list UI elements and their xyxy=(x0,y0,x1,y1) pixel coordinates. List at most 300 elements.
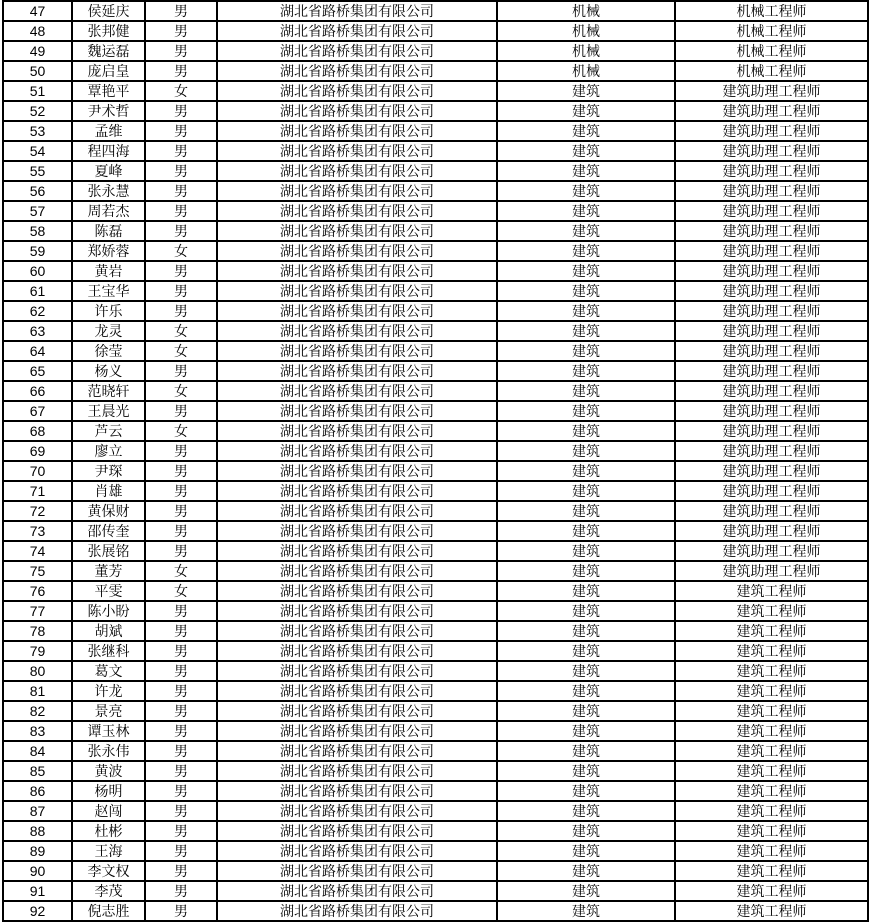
cell-professional-title[interactable]: 建筑助理工程师 xyxy=(675,401,868,421)
cell-person-name[interactable]: 庞启皇 xyxy=(72,61,145,81)
cell-professional-title[interactable]: 建筑助理工程师 xyxy=(675,181,868,201)
cell-person-name[interactable]: 谭玉林 xyxy=(72,721,145,741)
cell-person-name[interactable]: 陈小盼 xyxy=(72,601,145,621)
cell-row-number[interactable]: 68 xyxy=(3,421,72,441)
cell-professional-title[interactable]: 建筑助理工程师 xyxy=(675,261,868,281)
cell-gender[interactable]: 男 xyxy=(145,701,217,721)
cell-person-name[interactable]: 王海 xyxy=(72,841,145,861)
cell-specialty[interactable]: 建筑 xyxy=(497,681,675,701)
cell-row-number[interactable]: 57 xyxy=(3,201,72,221)
cell-company[interactable]: 湖北省路桥集团有限公司 xyxy=(217,441,497,461)
cell-specialty[interactable]: 建筑 xyxy=(497,601,675,621)
cell-person-name[interactable]: 倪志胜 xyxy=(72,901,145,921)
cell-company[interactable]: 湖北省路桥集团有限公司 xyxy=(217,461,497,481)
cell-row-number[interactable]: 69 xyxy=(3,441,72,461)
cell-professional-title[interactable]: 建筑助理工程师 xyxy=(675,461,868,481)
cell-row-number[interactable]: 65 xyxy=(3,361,72,381)
cell-professional-title[interactable]: 建筑助理工程师 xyxy=(675,361,868,381)
cell-gender[interactable]: 女 xyxy=(145,381,217,401)
cell-specialty[interactable]: 建筑 xyxy=(497,861,675,881)
cell-gender[interactable]: 男 xyxy=(145,681,217,701)
cell-professional-title[interactable]: 建筑工程师 xyxy=(675,741,868,761)
cell-person-name[interactable]: 黄保财 xyxy=(72,501,145,521)
cell-specialty[interactable]: 建筑 xyxy=(497,381,675,401)
cell-row-number[interactable]: 61 xyxy=(3,281,72,301)
cell-gender[interactable]: 女 xyxy=(145,421,217,441)
cell-company[interactable]: 湖北省路桥集团有限公司 xyxy=(217,821,497,841)
cell-professional-title[interactable]: 建筑工程师 xyxy=(675,661,868,681)
cell-gender[interactable]: 男 xyxy=(145,841,217,861)
cell-person-name[interactable]: 郑娇蓉 xyxy=(72,241,145,261)
cell-professional-title[interactable]: 建筑助理工程师 xyxy=(675,561,868,581)
cell-gender[interactable]: 男 xyxy=(145,601,217,621)
cell-professional-title[interactable]: 建筑工程师 xyxy=(675,841,868,861)
cell-person-name[interactable]: 赵闯 xyxy=(72,801,145,821)
cell-specialty[interactable]: 机械 xyxy=(497,21,675,41)
cell-professional-title[interactable]: 建筑工程师 xyxy=(675,901,868,921)
cell-person-name[interactable]: 周若杰 xyxy=(72,201,145,221)
cell-gender[interactable]: 男 xyxy=(145,461,217,481)
cell-company[interactable]: 湖北省路桥集团有限公司 xyxy=(217,381,497,401)
cell-person-name[interactable]: 景亮 xyxy=(72,701,145,721)
cell-row-number[interactable]: 84 xyxy=(3,741,72,761)
cell-company[interactable]: 湖北省路桥集团有限公司 xyxy=(217,221,497,241)
cell-row-number[interactable]: 82 xyxy=(3,701,72,721)
cell-row-number[interactable]: 51 xyxy=(3,81,72,101)
cell-row-number[interactable]: 53 xyxy=(3,121,72,141)
cell-specialty[interactable]: 建筑 xyxy=(497,421,675,441)
cell-row-number[interactable]: 71 xyxy=(3,481,72,501)
cell-professional-title[interactable]: 建筑工程师 xyxy=(675,801,868,821)
cell-specialty[interactable]: 建筑 xyxy=(497,501,675,521)
cell-specialty[interactable]: 建筑 xyxy=(497,841,675,861)
cell-company[interactable]: 湖北省路桥集团有限公司 xyxy=(217,181,497,201)
cell-person-name[interactable]: 董芳 xyxy=(72,561,145,581)
cell-person-name[interactable]: 尹琛 xyxy=(72,461,145,481)
cell-row-number[interactable]: 92 xyxy=(3,901,72,921)
cell-person-name[interactable]: 孟维 xyxy=(72,121,145,141)
table-row xyxy=(3,781,868,801)
cell-specialty[interactable]: 建筑 xyxy=(497,661,675,681)
cell-row-number[interactable]: 83 xyxy=(3,721,72,741)
cell-company[interactable]: 湖北省路桥集团有限公司 xyxy=(217,801,497,821)
cell-specialty[interactable]: 建筑 xyxy=(497,301,675,321)
cell-gender[interactable]: 男 xyxy=(145,1,217,21)
table-row xyxy=(3,201,868,221)
cell-company[interactable]: 湖北省路桥集团有限公司 xyxy=(217,201,497,221)
cell-specialty[interactable]: 建筑 xyxy=(497,261,675,281)
cell-professional-title[interactable]: 建筑工程师 xyxy=(675,601,868,621)
cell-company[interactable]: 湖北省路桥集团有限公司 xyxy=(217,121,497,141)
cell-specialty[interactable]: 建筑 xyxy=(497,901,675,921)
cell-specialty[interactable]: 建筑 xyxy=(497,441,675,461)
cell-company[interactable]: 湖北省路桥集团有限公司 xyxy=(217,241,497,261)
cell-row-number[interactable]: 59 xyxy=(3,241,72,261)
cell-gender[interactable]: 男 xyxy=(145,661,217,681)
cell-gender[interactable]: 男 xyxy=(145,741,217,761)
cell-company[interactable]: 湖北省路桥集团有限公司 xyxy=(217,681,497,701)
cell-specialty[interactable]: 建筑 xyxy=(497,821,675,841)
cell-person-name[interactable]: 许乐 xyxy=(72,301,145,321)
table-row xyxy=(3,641,868,661)
cell-company[interactable]: 湖北省路桥集团有限公司 xyxy=(217,401,497,421)
cell-company[interactable]: 湖北省路桥集团有限公司 xyxy=(217,761,497,781)
cell-gender[interactable]: 男 xyxy=(145,401,217,421)
cell-gender[interactable]: 男 xyxy=(145,41,217,61)
table-row xyxy=(3,461,868,481)
cell-gender[interactable]: 男 xyxy=(145,541,217,561)
cell-specialty[interactable]: 建筑 xyxy=(497,561,675,581)
cell-person-name[interactable]: 黄波 xyxy=(72,761,145,781)
cell-row-number[interactable]: 73 xyxy=(3,521,72,541)
table-row xyxy=(3,101,868,121)
cell-specialty[interactable]: 建筑 xyxy=(497,161,675,181)
cell-person-name[interactable]: 张展铭 xyxy=(72,541,145,561)
cell-specialty[interactable]: 建筑 xyxy=(497,521,675,541)
cell-person-name[interactable]: 龙灵 xyxy=(72,321,145,341)
cell-company[interactable]: 湖北省路桥集团有限公司 xyxy=(217,261,497,281)
cell-person-name[interactable]: 胡斌 xyxy=(72,621,145,641)
cell-company[interactable]: 湖北省路桥集团有限公司 xyxy=(217,141,497,161)
cell-company[interactable]: 湖北省路桥集团有限公司 xyxy=(217,861,497,881)
cell-professional-title[interactable]: 建筑工程师 xyxy=(675,761,868,781)
cell-professional-title[interactable]: 建筑工程师 xyxy=(675,821,868,841)
table-row xyxy=(3,721,868,741)
cell-professional-title[interactable]: 建筑工程师 xyxy=(675,641,868,661)
cell-professional-title[interactable]: 建筑助理工程师 xyxy=(675,161,868,181)
cell-gender[interactable]: 男 xyxy=(145,781,217,801)
cell-row-number[interactable]: 76 xyxy=(3,581,72,601)
cell-gender[interactable]: 男 xyxy=(145,881,217,901)
cell-company[interactable]: 湖北省路桥集团有限公司 xyxy=(217,101,497,121)
cell-gender[interactable]: 男 xyxy=(145,501,217,521)
cell-company[interactable]: 湖北省路桥集团有限公司 xyxy=(217,881,497,901)
cell-professional-title[interactable]: 建筑助理工程师 xyxy=(675,81,868,101)
cell-professional-title[interactable]: 建筑助理工程师 xyxy=(675,121,868,141)
cell-person-name[interactable]: 杨明 xyxy=(72,781,145,801)
cell-specialty[interactable]: 建筑 xyxy=(497,281,675,301)
cell-specialty[interactable]: 建筑 xyxy=(497,481,675,501)
cell-professional-title[interactable]: 建筑助理工程师 xyxy=(675,221,868,241)
cell-company[interactable]: 湖北省路桥集团有限公司 xyxy=(217,21,497,41)
cell-person-name[interactable]: 王宝华 xyxy=(72,281,145,301)
cell-gender[interactable]: 男 xyxy=(145,221,217,241)
cell-company[interactable]: 湖北省路桥集团有限公司 xyxy=(217,621,497,641)
cell-person-name[interactable]: 杜彬 xyxy=(72,821,145,841)
cell-professional-title[interactable]: 建筑助理工程师 xyxy=(675,321,868,341)
cell-specialty[interactable]: 建筑 xyxy=(497,141,675,161)
cell-gender[interactable]: 男 xyxy=(145,441,217,461)
cell-row-number[interactable]: 58 xyxy=(3,221,72,241)
cell-gender[interactable]: 男 xyxy=(145,521,217,541)
table-row xyxy=(3,301,868,321)
cell-professional-title[interactable]: 建筑助理工程师 xyxy=(675,341,868,361)
cell-person-name[interactable]: 平雯 xyxy=(72,581,145,601)
cell-row-number[interactable]: 81 xyxy=(3,681,72,701)
cell-professional-title[interactable]: 机械工程师 xyxy=(675,41,868,61)
table-row xyxy=(3,261,868,281)
cell-gender[interactable]: 男 xyxy=(145,801,217,821)
cell-company[interactable]: 湖北省路桥集团有限公司 xyxy=(217,661,497,681)
cell-specialty[interactable]: 建筑 xyxy=(497,541,675,561)
cell-company[interactable]: 湖北省路桥集团有限公司 xyxy=(217,521,497,541)
cell-company[interactable]: 湖北省路桥集团有限公司 xyxy=(217,641,497,661)
cell-person-name[interactable]: 王晨光 xyxy=(72,401,145,421)
cell-specialty[interactable]: 建筑 xyxy=(497,121,675,141)
cell-gender[interactable]: 女 xyxy=(145,581,217,601)
cell-person-name[interactable]: 芦云 xyxy=(72,421,145,441)
cell-professional-title[interactable]: 建筑助理工程师 xyxy=(675,201,868,221)
cell-row-number[interactable]: 52 xyxy=(3,101,72,121)
cell-company[interactable]: 湖北省路桥集团有限公司 xyxy=(217,741,497,761)
cell-specialty[interactable]: 建筑 xyxy=(497,581,675,601)
cell-gender[interactable]: 男 xyxy=(145,481,217,501)
cell-professional-title[interactable]: 建筑助理工程师 xyxy=(675,521,868,541)
cell-person-name[interactable]: 廖立 xyxy=(72,441,145,461)
table-row xyxy=(3,1,868,21)
cell-row-number[interactable]: 77 xyxy=(3,601,72,621)
table-row xyxy=(3,761,868,781)
cell-person-name[interactable]: 李茂 xyxy=(72,881,145,901)
cell-row-number[interactable]: 75 xyxy=(3,561,72,581)
cell-specialty[interactable]: 建筑 xyxy=(497,881,675,901)
cell-professional-title[interactable]: 建筑工程师 xyxy=(675,881,868,901)
cell-gender[interactable]: 男 xyxy=(145,141,217,161)
table-row xyxy=(3,381,868,401)
cell-gender[interactable]: 男 xyxy=(145,61,217,81)
cell-gender[interactable]: 男 xyxy=(145,101,217,121)
cell-company[interactable]: 湖北省路桥集团有限公司 xyxy=(217,361,497,381)
cell-company[interactable]: 湖北省路桥集团有限公司 xyxy=(217,161,497,181)
cell-person-name[interactable]: 黄岩 xyxy=(72,261,145,281)
cell-row-number[interactable]: 64 xyxy=(3,341,72,361)
cell-specialty[interactable]: 建筑 xyxy=(497,221,675,241)
cell-professional-title[interactable]: 建筑工程师 xyxy=(675,701,868,721)
table-row xyxy=(3,741,868,761)
cell-row-number[interactable]: 79 xyxy=(3,641,72,661)
cell-person-name[interactable]: 肖雄 xyxy=(72,481,145,501)
cell-gender[interactable]: 女 xyxy=(145,321,217,341)
cell-specialty[interactable]: 建筑 xyxy=(497,321,675,341)
cell-row-number[interactable]: 54 xyxy=(3,141,72,161)
cell-person-name[interactable]: 张永慧 xyxy=(72,181,145,201)
cell-specialty[interactable]: 建筑 xyxy=(497,621,675,641)
cell-specialty[interactable]: 建筑 xyxy=(497,181,675,201)
cell-professional-title[interactable]: 建筑助理工程师 xyxy=(675,501,868,521)
cell-person-name[interactable]: 范晓轩 xyxy=(72,381,145,401)
cell-gender[interactable]: 男 xyxy=(145,21,217,41)
table-row xyxy=(3,161,868,181)
cell-gender[interactable]: 男 xyxy=(145,201,217,221)
cell-row-number[interactable]: 86 xyxy=(3,781,72,801)
cell-person-name[interactable]: 陈磊 xyxy=(72,221,145,241)
cell-professional-title[interactable]: 建筑助理工程师 xyxy=(675,301,868,321)
cell-row-number[interactable]: 91 xyxy=(3,881,72,901)
cell-gender[interactable]: 女 xyxy=(145,241,217,261)
cell-professional-title[interactable]: 建筑助理工程师 xyxy=(675,101,868,121)
cell-company[interactable]: 湖北省路桥集团有限公司 xyxy=(217,1,497,21)
cell-row-number[interactable]: 60 xyxy=(3,261,72,281)
cell-professional-title[interactable]: 建筑工程师 xyxy=(675,721,868,741)
table-row xyxy=(3,821,868,841)
cell-specialty[interactable]: 建筑 xyxy=(497,361,675,381)
cell-professional-title[interactable]: 建筑助理工程师 xyxy=(675,281,868,301)
cell-gender[interactable]: 男 xyxy=(145,181,217,201)
cell-gender[interactable]: 男 xyxy=(145,361,217,381)
cell-professional-title[interactable]: 建筑工程师 xyxy=(675,621,868,641)
cell-gender[interactable]: 男 xyxy=(145,161,217,181)
table-row xyxy=(3,241,868,261)
cell-specialty[interactable]: 建筑 xyxy=(497,81,675,101)
cell-person-name[interactable]: 张邦健 xyxy=(72,21,145,41)
cell-company[interactable]: 湖北省路桥集团有限公司 xyxy=(217,901,497,921)
cell-person-name[interactable]: 侯延庆 xyxy=(72,1,145,21)
cell-company[interactable]: 湖北省路桥集团有限公司 xyxy=(217,321,497,341)
cell-professional-title[interactable]: 机械工程师 xyxy=(675,21,868,41)
cell-row-number[interactable]: 50 xyxy=(3,61,72,81)
cell-company[interactable]: 湖北省路桥集团有限公司 xyxy=(217,781,497,801)
cell-person-name[interactable]: 邵传奎 xyxy=(72,521,145,541)
cell-person-name[interactable]: 魏运磊 xyxy=(72,41,145,61)
cell-specialty[interactable]: 建筑 xyxy=(497,781,675,801)
cell-person-name[interactable]: 张永伟 xyxy=(72,741,145,761)
cell-specialty[interactable]: 建筑 xyxy=(497,101,675,121)
cell-company[interactable]: 湖北省路桥集团有限公司 xyxy=(217,561,497,581)
cell-professional-title[interactable]: 建筑工程师 xyxy=(675,581,868,601)
cell-gender[interactable]: 女 xyxy=(145,81,217,101)
cell-company[interactable]: 湖北省路桥集团有限公司 xyxy=(217,281,497,301)
cell-row-number[interactable]: 88 xyxy=(3,821,72,841)
table-row xyxy=(3,601,868,621)
cell-row-number[interactable]: 62 xyxy=(3,301,72,321)
cell-professional-title[interactable]: 建筑助理工程师 xyxy=(675,381,868,401)
cell-gender[interactable]: 男 xyxy=(145,121,217,141)
cell-specialty[interactable]: 建筑 xyxy=(497,461,675,481)
cell-professional-title[interactable]: 建筑助理工程师 xyxy=(675,481,868,501)
table-row xyxy=(3,61,868,81)
cell-gender[interactable]: 女 xyxy=(145,341,217,361)
cell-company[interactable]: 湖北省路桥集团有限公司 xyxy=(217,481,497,501)
table-row xyxy=(3,881,868,901)
cell-professional-title[interactable]: 建筑工程师 xyxy=(675,861,868,881)
table-row xyxy=(3,621,868,641)
cell-company[interactable]: 湖北省路桥集团有限公司 xyxy=(217,701,497,721)
cell-specialty[interactable]: 建筑 xyxy=(497,341,675,361)
cell-gender[interactable]: 男 xyxy=(145,261,217,281)
cell-professional-title[interactable]: 建筑工程师 xyxy=(675,681,868,701)
cell-row-number[interactable]: 56 xyxy=(3,181,72,201)
table-row xyxy=(3,281,868,301)
cell-gender[interactable]: 男 xyxy=(145,621,217,641)
cell-specialty[interactable]: 机械 xyxy=(497,41,675,61)
cell-gender[interactable]: 女 xyxy=(145,561,217,581)
cell-specialty[interactable]: 建筑 xyxy=(497,801,675,821)
table-row xyxy=(3,661,868,681)
cell-specialty[interactable]: 建筑 xyxy=(497,721,675,741)
cell-company[interactable]: 湖北省路桥集团有限公司 xyxy=(217,61,497,81)
cell-person-name[interactable]: 李文权 xyxy=(72,861,145,881)
cell-gender[interactable]: 男 xyxy=(145,641,217,661)
cell-specialty[interactable]: 建筑 xyxy=(497,761,675,781)
cell-row-number[interactable]: 70 xyxy=(3,461,72,481)
cell-professional-title[interactable]: 建筑助理工程师 xyxy=(675,541,868,561)
cell-row-number[interactable]: 66 xyxy=(3,381,72,401)
cell-row-number[interactable]: 78 xyxy=(3,621,72,641)
cell-company[interactable]: 湖北省路桥集团有限公司 xyxy=(217,41,497,61)
cell-person-name[interactable]: 徐莹 xyxy=(72,341,145,361)
cell-row-number[interactable]: 74 xyxy=(3,541,72,561)
cell-specialty[interactable]: 建筑 xyxy=(497,641,675,661)
cell-row-number[interactable]: 90 xyxy=(3,861,72,881)
cell-row-number[interactable]: 47 xyxy=(3,1,72,21)
cell-gender[interactable]: 男 xyxy=(145,761,217,781)
cell-row-number[interactable]: 85 xyxy=(3,761,72,781)
cell-row-number[interactable]: 49 xyxy=(3,41,72,61)
table-row xyxy=(3,521,868,541)
cell-row-number[interactable]: 67 xyxy=(3,401,72,421)
cell-company[interactable]: 湖北省路桥集团有限公司 xyxy=(217,301,497,321)
cell-company[interactable]: 湖北省路桥集团有限公司 xyxy=(217,721,497,741)
cell-person-name[interactable]: 许龙 xyxy=(72,681,145,701)
cell-gender[interactable]: 男 xyxy=(145,901,217,921)
cell-specialty[interactable]: 建筑 xyxy=(497,741,675,761)
cell-gender[interactable]: 男 xyxy=(145,821,217,841)
cell-gender[interactable]: 男 xyxy=(145,721,217,741)
cell-professional-title[interactable]: 建筑助理工程师 xyxy=(675,241,868,261)
cell-person-name[interactable]: 覃艳平 xyxy=(72,81,145,101)
cell-professional-title[interactable]: 建筑工程师 xyxy=(675,781,868,801)
cell-person-name[interactable]: 程四海 xyxy=(72,141,145,161)
cell-specialty[interactable]: 建筑 xyxy=(497,701,675,721)
cell-company[interactable]: 湖北省路桥集团有限公司 xyxy=(217,841,497,861)
cell-specialty[interactable]: 建筑 xyxy=(497,201,675,221)
cell-row-number[interactable]: 80 xyxy=(3,661,72,681)
cell-row-number[interactable]: 48 xyxy=(3,21,72,41)
cell-professional-title[interactable]: 建筑助理工程师 xyxy=(675,441,868,461)
cell-specialty[interactable]: 机械 xyxy=(497,61,675,81)
cell-person-name[interactable]: 尹术哲 xyxy=(72,101,145,121)
cell-person-name[interactable]: 夏峰 xyxy=(72,161,145,181)
cell-specialty[interactable]: 建筑 xyxy=(497,241,675,261)
cell-row-number[interactable]: 55 xyxy=(3,161,72,181)
cell-person-name[interactable]: 杨义 xyxy=(72,361,145,381)
table-row xyxy=(3,701,868,721)
cell-company[interactable]: 湖北省路桥集团有限公司 xyxy=(217,581,497,601)
cell-person-name[interactable]: 葛文 xyxy=(72,661,145,681)
cell-gender[interactable]: 男 xyxy=(145,301,217,321)
cell-company[interactable]: 湖北省路桥集团有限公司 xyxy=(217,341,497,361)
cell-specialty[interactable]: 机械 xyxy=(497,1,675,21)
cell-gender[interactable]: 男 xyxy=(145,861,217,881)
cell-row-number[interactable]: 89 xyxy=(3,841,72,861)
cell-gender[interactable]: 男 xyxy=(145,281,217,301)
cell-person-name[interactable]: 张继科 xyxy=(72,641,145,661)
cell-row-number[interactable]: 72 xyxy=(3,501,72,521)
cell-company[interactable]: 湖北省路桥集团有限公司 xyxy=(217,81,497,101)
cell-professional-title[interactable]: 机械工程师 xyxy=(675,1,868,21)
cell-row-number[interactable]: 63 xyxy=(3,321,72,341)
cell-company[interactable]: 湖北省路桥集团有限公司 xyxy=(217,601,497,621)
cell-specialty[interactable]: 建筑 xyxy=(497,401,675,421)
cell-professional-title[interactable]: 机械工程师 xyxy=(675,61,868,81)
cell-company[interactable]: 湖北省路桥集团有限公司 xyxy=(217,501,497,521)
cell-row-number[interactable]: 87 xyxy=(3,801,72,821)
cell-company[interactable]: 湖北省路桥集团有限公司 xyxy=(217,421,497,441)
cell-professional-title[interactable]: 建筑助理工程师 xyxy=(675,141,868,161)
table-row xyxy=(3,501,868,521)
cell-company[interactable]: 湖北省路桥集团有限公司 xyxy=(217,541,497,561)
cell-professional-title[interactable]: 建筑助理工程师 xyxy=(675,421,868,441)
